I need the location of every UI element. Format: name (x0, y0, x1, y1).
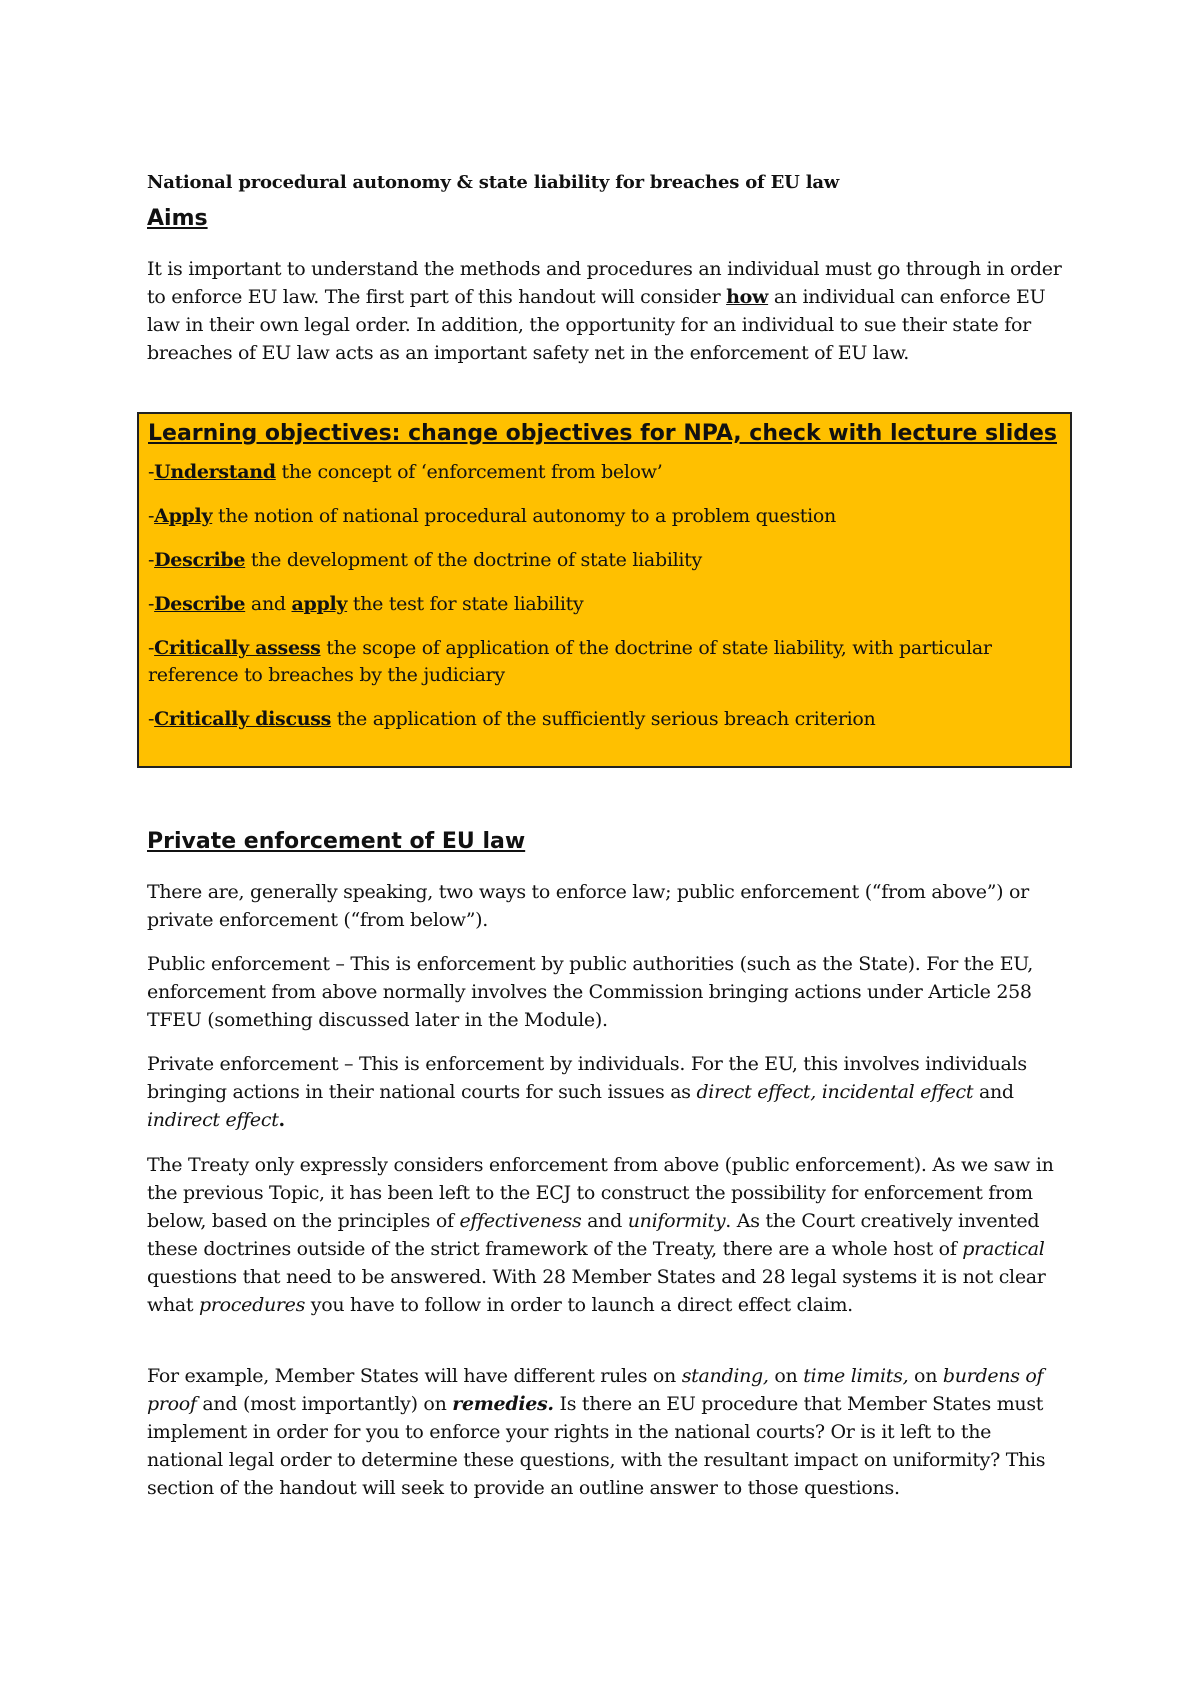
objective-verb-2: apply (291, 593, 348, 615)
italic-run: practical (962, 1238, 1045, 1260)
paragraph-two-ways: There are, generally speaking, two ways to enforce law; public enforcement (“from above”) or private enforcement (“from below”). (147, 881, 1029, 931)
objective-dash: - (148, 708, 155, 730)
text-run: questions that need to be answered. With 28 Member States and 28 legal systems it is not clear what (147, 1266, 1046, 1316)
text-run: The Treaty only expressly considers enforcement from above (public enforcement). As we saw in the previous Topic, it has been left to the ECJ to construct the possibility for enforcement from below, based on the principles of (147, 1154, 1054, 1232)
bold-italic-run: remedies. (452, 1393, 554, 1415)
objective-verb: Describe (154, 593, 246, 615)
objective-dash: - (148, 593, 155, 615)
paragraph-private-enforcement (147, 1050, 1067, 1134)
text-run: and (581, 1210, 628, 1232)
learning-objectives-title: Learning objectives: change objectives for NPA, check with lecture slides (148, 421, 1057, 446)
objective-dash: - (148, 637, 155, 659)
objective-text: the application of the sufficiently serious breach criterion (331, 708, 876, 730)
objective-text: the concept of ‘enforcement from below’ (275, 461, 663, 483)
aims-text-a: It is important to understand the methods and procedures an individual must go through in order to enforce EU law. The first part of this handout will consider (147, 258, 1062, 308)
text-run: on (908, 1365, 943, 1387)
italic-run: standing, (681, 1365, 769, 1387)
italic-run: burdens of proof (147, 1365, 1044, 1415)
objective-dash: - (148, 549, 155, 571)
objective-dash: - (148, 461, 155, 483)
aims-text-b: an individual can enforce EU law in their own legal order. In addition, the opportunity for an individual to sue their state for breaches of EU law acts as an important safety net in the enforcement of EU law. (147, 286, 1046, 364)
objective-text: the test for state liability (347, 593, 584, 615)
aims-paragraph (147, 255, 1067, 367)
text-run: on (768, 1365, 804, 1387)
objective-item (148, 591, 1061, 618)
aims-heading: Aims (147, 206, 208, 231)
text-run: . As the Court creatively invented these doctrines outside of the strict framework of the Treaty, there are a whole host of (147, 1210, 1040, 1260)
italic-run: uniformity (627, 1210, 726, 1232)
objective-verb: Describe (154, 549, 246, 571)
objective-verb: Understand (154, 461, 276, 483)
objective-text: the scope of application of the doctrine of state liability, with particular reference to breaches by the judiciary (148, 637, 992, 686)
text-run: For example, Member States will have different rules on (147, 1365, 682, 1387)
text-run: Is there an EU procedure that Member States must implement in order for you to enforce your rights in the national courts? Or is it left to the national legal order to determine these questions, with the resultant impact on uniformity? This section of the handout will seek to provide an outline answer to those questions. (147, 1393, 1046, 1499)
objective-item (148, 459, 1061, 486)
italic-run: indirect effect (147, 1109, 279, 1131)
text-run: and (973, 1081, 1014, 1103)
objective-item (148, 635, 1061, 689)
paragraph-example (147, 1362, 1067, 1502)
objective-connector: and (245, 593, 292, 615)
objective-item (148, 547, 1061, 574)
learning-objectives-box (137, 412, 1072, 768)
objective-text: the notion of national procedural autonomy to a problem question (212, 505, 836, 527)
italic-run: procedures (199, 1294, 306, 1316)
objective-text: the development of the doctrine of state liability (245, 549, 702, 571)
text-run: and (most importantly) on (196, 1393, 453, 1415)
text-run: Private enforcement – This is enforcement by individuals. For the EU, this involves individuals bringing actions in their national courts for such issues as (147, 1053, 1027, 1103)
paragraph-treaty (147, 1151, 1067, 1319)
paragraph-public-enforcement: Public enforcement – This is enforcement by public authorities (such as the State). For the EU, enforcement from above normally involves the Commission bringing actions under Article 258 TFEU (something discussed later in the Module). (147, 953, 1033, 1031)
objective-dash: - (148, 505, 155, 527)
objective-item (148, 706, 1061, 733)
document-title: National procedural autonomy & state liability for breaches of EU law (147, 172, 840, 193)
private-enforcement-heading: Private enforcement of EU law (147, 829, 526, 854)
text-run: you have to follow in order to launch a direct effect claim. (305, 1294, 853, 1316)
italic-run: effectiveness (459, 1210, 582, 1232)
objective-verb: Apply (154, 505, 213, 527)
aims-emphasis-how: how (726, 286, 769, 308)
objective-item (148, 503, 1061, 530)
objective-verb: Critically assess (154, 637, 321, 659)
text-run: . (278, 1109, 285, 1131)
italic-run: time limits, (803, 1365, 909, 1387)
italic-run: direct effect, incidental effect (696, 1081, 974, 1103)
objective-verb: Critically discuss (154, 708, 332, 730)
